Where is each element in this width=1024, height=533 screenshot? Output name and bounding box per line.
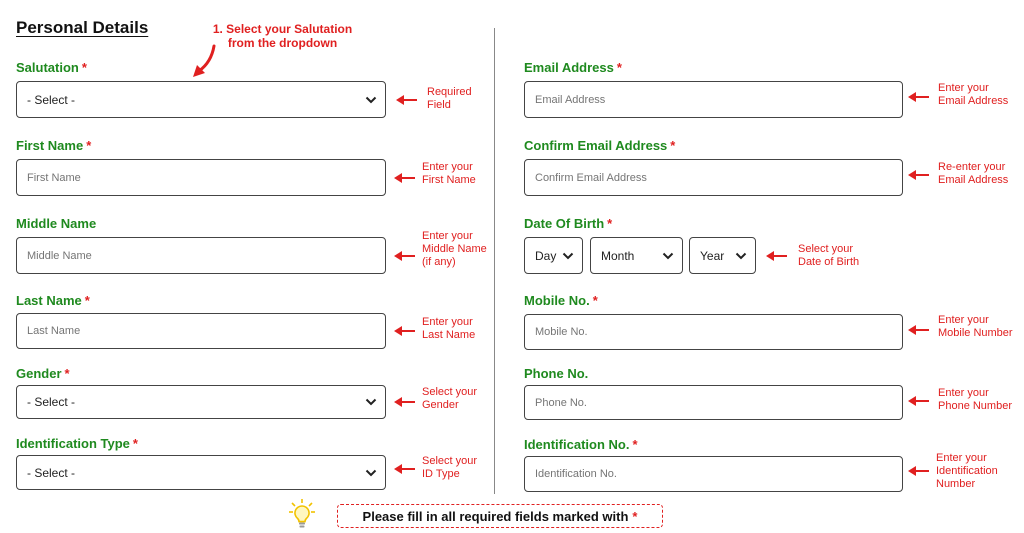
note-line: Email Address [938, 95, 1009, 107]
arrow-left-icon [766, 251, 788, 261]
chevron-down-icon [365, 96, 377, 104]
phone-input[interactable] [524, 385, 903, 420]
confirm-email-label: Confirm Email Address * [524, 138, 676, 153]
arrow-left-icon [908, 396, 930, 406]
note-line: Re-enter your [938, 161, 1006, 173]
note-line: First Name [422, 174, 476, 186]
chevron-down-icon [662, 252, 674, 260]
id-no-note [936, 452, 998, 491]
first-name-note [422, 161, 476, 187]
first-name-input[interactable] [16, 159, 386, 196]
email-input[interactable] [524, 81, 903, 118]
note-line: Enter your [422, 316, 473, 328]
note-line: Middle Name [422, 243, 487, 255]
chevron-down-icon [735, 252, 747, 260]
arrow-left-icon [908, 92, 930, 102]
note-line: Enter your [422, 230, 473, 242]
dob-month-select[interactable] [590, 237, 683, 274]
last-name-input[interactable] [16, 313, 386, 349]
id-type-label: Identification Type * [16, 436, 138, 451]
mobile-input[interactable] [524, 314, 903, 350]
email-note [938, 82, 1008, 108]
chevron-down-icon [365, 398, 377, 406]
id-type-select[interactable] [16, 455, 386, 490]
note-line: Enter your [938, 387, 989, 399]
note-line: Enter your [422, 161, 473, 173]
note-line: (if any) [422, 256, 456, 268]
email-label: Email Address * [524, 60, 622, 75]
note-line: Field [427, 99, 451, 111]
salutation-note [427, 86, 472, 112]
middle-name-note [422, 230, 487, 269]
note-line: Select your [422, 386, 478, 398]
salutation-select[interactable] [16, 81, 386, 118]
salutation-callout [200, 22, 365, 50]
note-line: Required [427, 86, 472, 98]
last-name-note [422, 316, 475, 342]
note-line: Select your [798, 243, 854, 255]
mobile-label: Mobile No. * [524, 293, 598, 308]
dob-day-select[interactable] [524, 237, 583, 274]
note-line: Enter your [938, 82, 989, 94]
dob-label: Date Of Birth * [524, 216, 613, 231]
note-line: Gender [422, 399, 459, 411]
chevron-down-icon [365, 469, 377, 477]
callout-line-2: from the dropdown [227, 36, 338, 50]
curved-arrow-icon [190, 44, 220, 80]
note-line: Number [936, 478, 976, 490]
dob-note [798, 243, 859, 269]
id-no-label: Identification No. * [524, 437, 638, 452]
id-type-select-value: - Select - [27, 465, 76, 480]
gender-label: Gender * [16, 366, 70, 381]
dob-year-select[interactable] [689, 237, 756, 274]
column-divider [494, 28, 495, 494]
gender-note [422, 386, 477, 412]
arrow-left-icon [908, 170, 930, 180]
note-line: Phone Number [938, 400, 1012, 412]
note-line: Date of Birth [798, 256, 860, 268]
id-type-note [422, 455, 477, 481]
note-line: Last Name [422, 329, 476, 341]
note-line: Enter your [938, 314, 989, 326]
dob-year-value: Year [700, 248, 725, 263]
arrow-left-icon [394, 326, 416, 336]
note-line: Identification [936, 465, 998, 477]
last-name-label: Last Name * [16, 293, 90, 308]
phone-label: Phone No. [524, 366, 589, 381]
note-line: Select your [422, 455, 478, 467]
salutation-select-value: - Select - [27, 92, 76, 107]
lightbulb-icon [288, 498, 316, 530]
note-line: ID Type [422, 468, 460, 480]
gender-select-value: - Select - [27, 395, 76, 409]
phone-note [938, 387, 1012, 413]
dob-month-value: Month [601, 248, 635, 263]
salutation-label: Salutation * [16, 60, 87, 75]
confirm-email-input[interactable] [524, 159, 903, 196]
gender-select[interactable] [16, 385, 386, 419]
arrow-left-icon [908, 325, 930, 335]
mobile-note [938, 314, 1013, 340]
confirm-email-note [938, 161, 1008, 187]
dob-day-value: Day [535, 248, 557, 263]
arrow-left-icon [396, 95, 418, 105]
first-name-label: First Name * [16, 138, 92, 153]
note-line: Mobile Number [938, 327, 1013, 339]
callout-line-1: 1. Select your Salutation [212, 22, 353, 36]
arrow-left-icon [908, 466, 930, 476]
note-line: Enter your [936, 452, 987, 464]
arrow-left-icon [394, 173, 416, 183]
arrow-left-icon [394, 397, 416, 407]
note-line: Email Address [938, 174, 1009, 186]
chevron-down-icon [562, 252, 574, 260]
id-no-input[interactable] [524, 456, 903, 492]
required-fields-hint: Please fill in all required fields marked with * [337, 504, 663, 528]
middle-name-label: Middle Name [16, 216, 97, 231]
arrow-left-icon [394, 251, 416, 261]
page-title: Personal Details [16, 18, 149, 37]
middle-name-input[interactable] [16, 237, 386, 274]
arrow-left-icon [394, 464, 416, 474]
